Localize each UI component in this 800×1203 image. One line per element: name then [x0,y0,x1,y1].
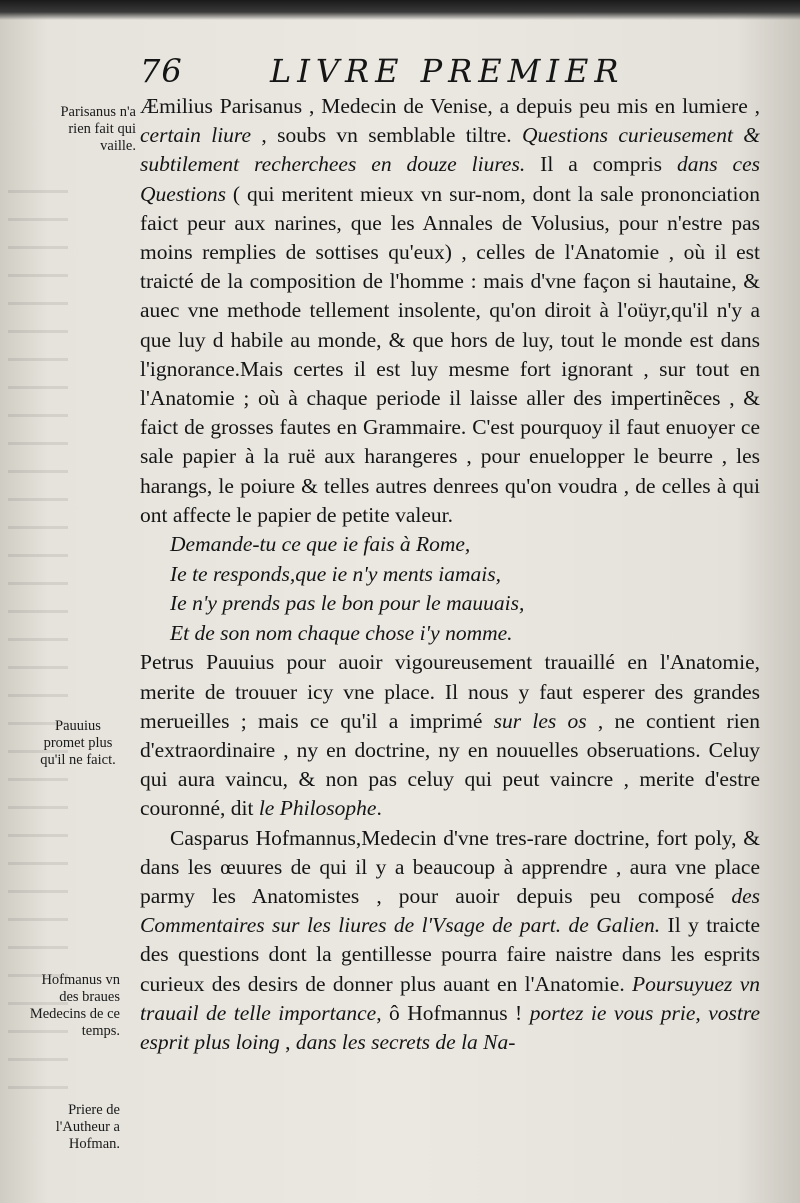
text-run: , [279,1030,296,1055]
italic-run: Poursuyuez vn trauail de telle importance [140,971,760,1025]
text-run: Casparus Hofmannus,Medecin d'vne tres-rare doctrine, fort poly, & dans les œuures de qui il y a beaucoup à apprendre , aura vne place parmy les Anatomistes , pour auoir depuis peu composé [140,825,760,909]
margin-note-parisanus: Parisanus n'a rien fait qui vaille. [60,104,136,154]
margin-note-priere: Priere de l'Autheur a Hofman. [55,1102,120,1152]
text-run: Il y traicte des questions dont la gentillesse pourra faire naistre dans les esprits curieux des desirs de donner plus auant en l'Anatomie. [140,913,760,996]
text-run: Petrus Pauuius pour auoir vigoureusement trauaillé en l'Anatomie, merite de trouuer icy vne place. Il nous y faut esperer des grandes merueilles ; mais ce qu'il a imprimé [140,650,760,733]
margin-note-hofmanus: Hofmanus vn des braues Medecins de ce temps. [29,972,120,1039]
margin-note-pauuius: Pauuius promet plus qu'il ne faict. [40,718,116,768]
paragraph-pauuius [140,648,760,823]
verse-line: Et de son nom chaque chose i'y nomme. [170,620,513,645]
running-title: LIVRE PREMIER [270,52,625,90]
main-text [140,92,760,1057]
italic-run: Questions curieusement & subtilement recherchees en douze liures. [140,123,761,177]
italic-run: dans les secrets de la Na- [295,1030,516,1055]
text-run: . [376,796,382,821]
italic-run: portez ie vous prie, vostre esprit plus loing [140,1000,761,1055]
page-number: 76 [140,52,183,90]
verse-line: Ie n'y prends pas le bon pour le mauuais, [170,591,525,616]
text-run: Æmilius Parisanus , Medecin de Venise, a depuis peu mis en lumiere , [140,94,760,118]
page-header [140,52,780,92]
verse-line: Ie te responds,que ie n'y ments iamais, [170,561,502,586]
italic-run: dans ces Questions [140,152,760,206]
italic-run: certain liure [140,123,252,148]
text-run: , ô Hofmannus ! [376,1000,530,1025]
italic-run: le Philosophe [258,796,377,821]
scan-edge-shadow [0,0,800,20]
text-run: , soubs vn semblable tiltre. [251,123,522,148]
text-run: , ne contient rien d'extraordinaire , ny en doctrine, ny en nouuelles obseruations. Celuy qui aura vaincu, & non pas celuy qui peut vaincre , merite d'estre couronné, dit [140,708,760,821]
verse-block [170,530,760,648]
italic-run: des Commentaires sur les liures de l'Vsage de part. de Galien. [140,884,760,938]
bleed-through-texture [8,190,68,1090]
text-run: Il a compris [525,152,677,177]
text-run: ( qui meritent mieux vn sur-nom, dont la sale prononciation faict peur aux narines, que les Annales de Volusius, pour n'estre pas moins remplies de sottises qu'eux) , celles de l'Anatomie , où il est traicté de la composition de l'homme : mais d'vne façon si hautaine, & auec vne methode tellement insolente, qu'on diroit à l'oüyr,qu'il n'y a que luy d habile au monde, & que hors de luy, tout le monde est dans l'ignorance.Mais certes il est luy mesme fort ignorant , sur tout en l'Anatomie ; où à chaque periode il laisse aller des impertinẽces , & faict de grosses fautes en Grammaire. C'est pourquoy il faut enuoyer ce sale papier à la ruë aux harangeres , pour enuelopper le beurre , les harangs, le poiure & telles autres denrees qu'on voudra , de celles à qui ont affecte le papier de petite valeur. [140,181,760,527]
paragraph-parisanus [140,92,760,530]
paragraph-hofmannus [140,824,760,1058]
italic-run: sur les os [493,708,587,733]
verse-line: Demande-tu ce que ie fais à Rome, [170,532,471,557]
